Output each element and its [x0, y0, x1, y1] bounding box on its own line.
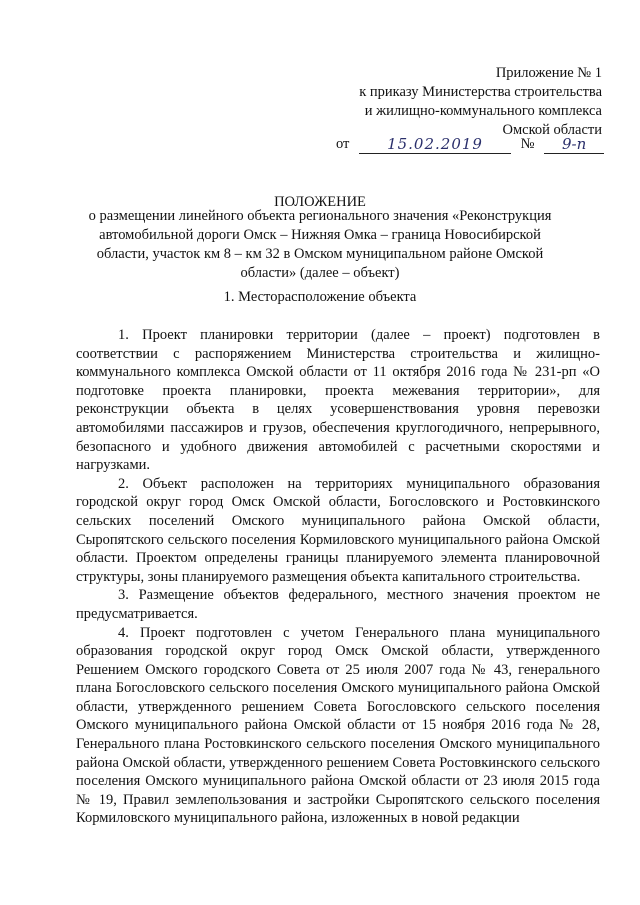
- section-heading: 1. Месторасположение объекта: [223, 289, 417, 305]
- number-label: №: [520, 136, 535, 152]
- order-date-number-line: [336, 135, 602, 154]
- appendix-region-line: Омской области: [502, 122, 602, 138]
- paragraph-2: 2. Объект расположен на территориях муниципального образования городской округ город Омск Омской области, Богословского и Ростовкинского сельских поселений Омского муниципального района Омской области, Сыропятского сельского поселения Кормиловского муниципального района Омской области. Проектом определены границы планируемого элемента планировочной структуры, зоны планируемого размещения объекта капитального строительства.: [76, 475, 600, 585]
- document-title: ПОЛОЖЕНИЕ: [274, 194, 366, 210]
- document-subtitle: о размещении линейного объекта регионального значения «Реконструкция автомобильной дороги Омск – Нижняя Омка – граница Новосибирской области, участок км 8 – км 32 в Омском муниципальном районе Омской области» (далее – объект): [88, 208, 552, 281]
- appendix-order-line: к приказу Министерства строительства: [359, 84, 602, 100]
- paragraph-3: 3. Размещение объектов федерального, местного значения проектом не предусматривается.: [76, 587, 600, 622]
- handwritten-number: 9-п: [544, 136, 604, 154]
- paragraph-4: 4. Проект подготовлен с учетом Генерального плана муниципального образования городской округ город Омск Омской области, утвержденного Решением Омского городского Совета от 25 июля 2007 года № 43, генерального плана Богословского сельского поселения Омского муниципального района Омской области, утвержденного решением Совета Богословского сельского поселения Омского муниципального района Омской области от 15 ноября 2016 года № 28, Генерального плана Ростовкинского сельского поселения Омского муниципального района Омской области, утвержденного решением Совета Ростовкинского сельского поселения Омского муниципального района Омской области от 23 июля 2015 года № 19, Правил землепользования и застройки Сыропятского сельского поселения Кормиловского муниципального района, изложенных в новой редакции: [76, 624, 600, 827]
- appendix-ministry-line: и жилищно-коммунального комплекса: [364, 103, 602, 119]
- paragraph-1: 1. Проект планировки территории (далее – проект) подготовлен в соответствии с распоряжением Министерства строительства и жилищно-коммунального комплекса Омской области от 11 октября 2016 года № 231-рп «О подготовке проекта планировки, проекта межевания территории», для реконструкции объекта в целях усовершенствования уровня перевозки автомобилями пассажиров и грузов, обеспечения круглогодичного, непрерывного, безопасного и удобного движения автомобилей с расчетными скоростями и нагрузками.: [76, 327, 600, 474]
- from-label: от: [336, 136, 350, 152]
- handwritten-date: 15.02.2019: [359, 136, 511, 154]
- appendix-number: Приложение № 1: [495, 65, 602, 81]
- appendix-block: [359, 64, 602, 140]
- document-body: [76, 326, 600, 828]
